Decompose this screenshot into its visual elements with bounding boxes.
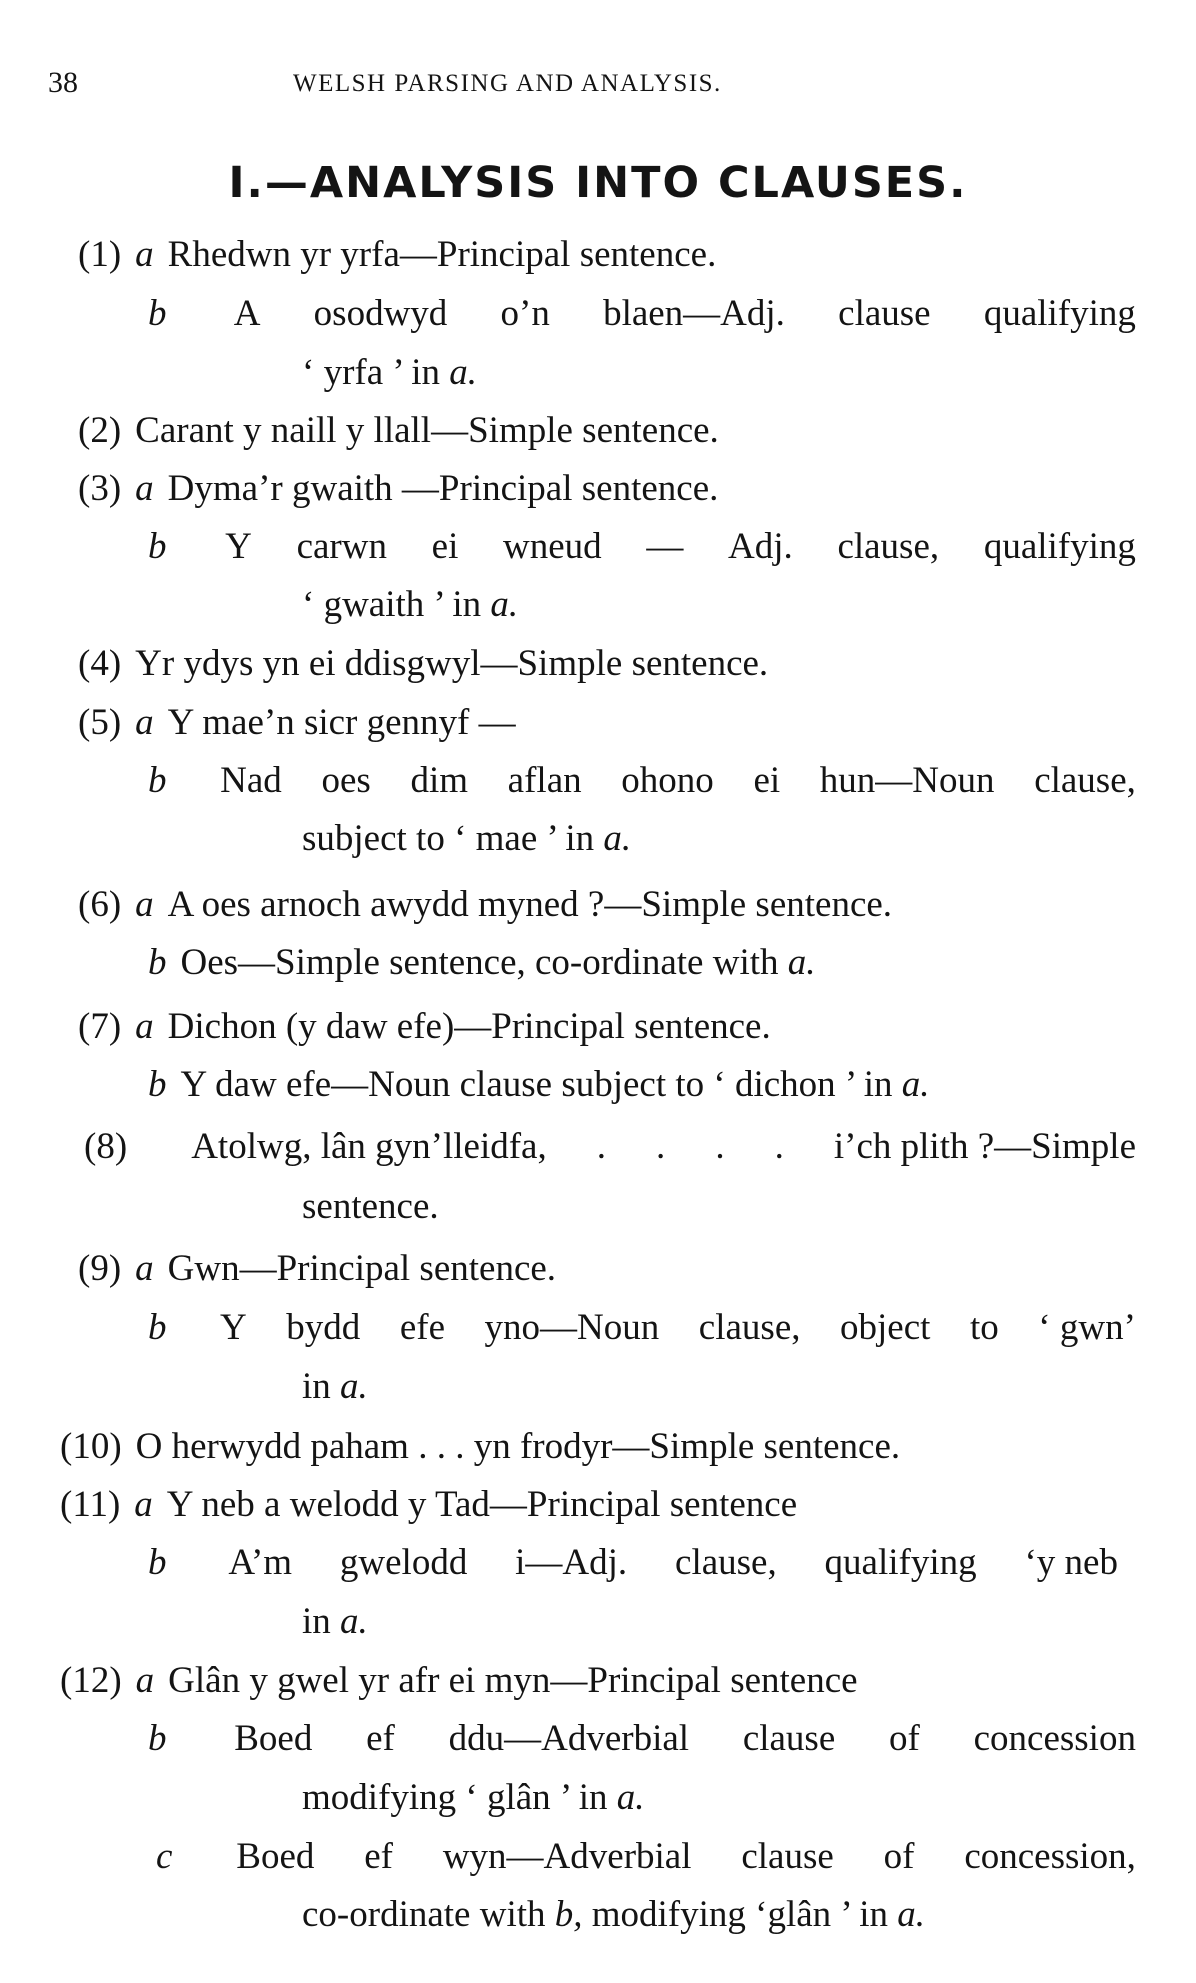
entry-word: osodwyd <box>313 293 448 334</box>
clause-reference: a. <box>603 818 632 859</box>
entry-7b <box>148 1066 930 1103</box>
entry-word: ‘y neb <box>1024 1542 1118 1583</box>
entry-6a <box>78 886 892 923</box>
entry-4 <box>78 645 768 682</box>
clause-letter: b <box>148 1064 167 1105</box>
entry-word: clause, <box>1034 760 1136 801</box>
entry-text: sentence. <box>302 1186 439 1227</box>
clause-letter: a <box>135 468 154 509</box>
clause-reference: a. <box>897 1894 926 1935</box>
entry-3b-continued <box>302 586 518 623</box>
clause-reference: a. <box>449 352 477 393</box>
clause-reference: b, <box>554 1894 583 1935</box>
entry-12c-continued <box>302 1896 925 1933</box>
entry-text: Rhedwn yr yrfa—Principal sentence. <box>167 234 717 275</box>
entry-12c <box>156 1838 1136 1875</box>
entry-word: ohono <box>621 760 714 801</box>
entry-number: (12) <box>60 1660 122 1701</box>
entry-7a <box>78 1008 771 1045</box>
entry-number: (5) <box>78 702 122 743</box>
entry-11b <box>148 1544 1118 1581</box>
entry-text: Yr ydys yn ei ddisgwyl—Simple sentence. <box>135 643 769 684</box>
entry-text: in <box>302 1366 331 1407</box>
entry-word: i’ch plith ?—Simple <box>833 1126 1136 1167</box>
entry-word: dim <box>410 760 469 801</box>
entry-word: Y <box>225 526 252 567</box>
entry-word: A’m <box>228 1542 293 1583</box>
entry-word: wneud <box>503 526 602 567</box>
clause-reference: a. <box>340 1366 368 1407</box>
entry-word: qualifying <box>983 293 1136 334</box>
clause-reference: a. <box>901 1064 930 1105</box>
entry-word: aflan <box>507 760 582 801</box>
entry-word: ef <box>364 1836 393 1877</box>
entry-number: (8) <box>84 1126 128 1167</box>
entry-word: ef <box>366 1718 395 1759</box>
entry-9a <box>78 1250 556 1287</box>
entry-text: in <box>302 1601 331 1642</box>
entry-word: clause <box>741 1836 834 1877</box>
entry-word: of <box>883 1836 915 1877</box>
entry-11a <box>60 1486 797 1523</box>
entry-text: O herwydd paham . . . yn frodyr—Simple sentence. <box>135 1426 901 1467</box>
clause-reference: a. <box>340 1601 368 1642</box>
clause-letter: b <box>148 1542 167 1583</box>
entry-text: Dyma’r gwaith —Principal sentence. <box>167 468 719 509</box>
entry-1b-continued <box>302 354 477 391</box>
entry-8 <box>84 1128 1136 1165</box>
entry-11b-continued <box>302 1603 368 1640</box>
entry-word: ‘ gwn’ <box>1038 1307 1136 1348</box>
clause-letter: b <box>148 942 167 983</box>
entry-word: . <box>656 1126 666 1167</box>
entry-text: Gwn—Principal sentence. <box>167 1248 557 1289</box>
clause-letter: b <box>148 1307 167 1348</box>
entry-word: clause <box>838 293 931 334</box>
entry-8-continued <box>302 1188 439 1225</box>
entry-word: qualifying <box>983 526 1136 567</box>
entry-word: to <box>969 1307 999 1348</box>
entry-word: i—Adj. <box>515 1542 628 1583</box>
entry-text: ‘ gwaith ’ in <box>302 584 482 625</box>
entry-number: (1) <box>78 234 122 275</box>
entry-word: concession <box>973 1718 1136 1759</box>
clause-letter: a <box>135 884 154 925</box>
entry-word: Nad <box>220 760 282 801</box>
entry-number: (9) <box>78 1248 122 1289</box>
entry-word: object <box>840 1307 931 1348</box>
entry-word: ddu—Adverbial <box>448 1718 690 1759</box>
entry-10 <box>60 1428 900 1465</box>
clause-letter: a <box>135 1006 154 1047</box>
clause-letter: b <box>148 1718 167 1759</box>
entry-5b-continued <box>302 820 631 857</box>
entry-text: subject to ‘ mae ’ in <box>302 818 595 859</box>
clause-reference: a. <box>787 942 816 983</box>
entry-word: clause, <box>837 526 940 567</box>
entry-word: qualifying <box>824 1542 977 1583</box>
entry-word: bydd <box>286 1307 361 1348</box>
entry-text: Dichon (y daw efe)—Principal sentence. <box>167 1006 771 1047</box>
entry-word: Adj. <box>728 526 793 567</box>
entry-text: Glân y gwel yr afr ei myn—Principal sentence <box>168 1660 858 1701</box>
entry-word: Boed <box>234 1718 313 1759</box>
entry-9b-continued <box>302 1368 368 1405</box>
entry-text: co-ordinate with <box>302 1894 546 1935</box>
clause-reference: a. <box>490 584 519 625</box>
entry-word: . <box>715 1126 725 1167</box>
entry-word: efe <box>399 1307 445 1348</box>
entry-word: gwelodd <box>339 1542 468 1583</box>
entry-word: clause, <box>675 1542 777 1583</box>
entry-5b <box>148 762 1136 799</box>
entry-word: — <box>646 526 684 567</box>
entry-number: (6) <box>78 884 122 925</box>
page-number: 38 <box>48 66 78 99</box>
entry-word: hun—Noun <box>819 760 995 801</box>
entry-word: Boed <box>236 1836 315 1877</box>
clause-letter: b <box>148 293 167 334</box>
entry-word: o’n <box>500 293 550 334</box>
entry-word: clause, <box>698 1307 801 1348</box>
entry-word: Atolwg, lân gyn’lleidfa, <box>191 1126 547 1167</box>
entry-word: ei <box>753 760 781 801</box>
entry-number: (4) <box>78 643 122 684</box>
entry-word: yno—Noun <box>484 1307 660 1348</box>
entry-12a <box>60 1662 858 1699</box>
entry-word: blaen—Adj. <box>603 293 785 334</box>
entry-word: carwn <box>296 526 387 567</box>
entry-12b <box>148 1720 1136 1757</box>
clause-reference: a. <box>616 1777 645 1818</box>
entry-1b <box>148 295 1136 332</box>
clause-letter: a <box>135 1248 154 1289</box>
running-head-title: WELSH PARSING AND ANALYSIS. <box>293 70 722 97</box>
entry-number: (7) <box>78 1006 122 1047</box>
entry-word: Y <box>220 1307 247 1348</box>
entry-word: . <box>596 1126 606 1167</box>
entry-number: (10) <box>60 1426 122 1467</box>
entry-text: Y neb a welodd y Tad—Principal sentence <box>166 1484 798 1525</box>
clause-letter: c <box>156 1836 173 1877</box>
entry-text: A oes arnoch awydd myned ?—Simple sentence. <box>167 884 893 925</box>
entry-5a <box>78 704 516 741</box>
entry-word: A <box>233 293 261 334</box>
entry-word: concession, <box>964 1836 1136 1877</box>
entry-2 <box>78 412 719 449</box>
entry-text: Oes—Simple sentence, co-ordinate with <box>180 942 779 983</box>
entry-word: . <box>774 1126 784 1167</box>
clause-letter: b <box>148 526 167 567</box>
entry-text: modifying ‘glân ’ in <box>591 1894 889 1935</box>
entry-number: (2) <box>78 410 122 451</box>
entry-1a <box>78 236 716 273</box>
entry-text: Y mae’n sicr gennyf — <box>167 702 516 743</box>
clause-letter: a <box>135 234 154 275</box>
clause-letter: a <box>134 1484 153 1525</box>
entry-word: clause <box>742 1718 836 1759</box>
entry-word: oes <box>321 760 371 801</box>
entry-12b-continued <box>302 1779 645 1816</box>
entry-6b <box>148 944 816 981</box>
entry-text: modifying ‘ glân ’ in <box>302 1777 608 1818</box>
clause-letter: b <box>148 760 167 801</box>
entry-word: ei <box>431 526 459 567</box>
entry-text: ‘ yrfa ’ in <box>302 352 440 393</box>
entry-word: of <box>889 1718 920 1759</box>
entry-3a <box>78 470 718 507</box>
clause-letter: a <box>135 1660 155 1701</box>
clause-letter: a <box>135 702 154 743</box>
entry-text: Y daw efe—Noun clause subject to ‘ dichon ’ in <box>180 1064 893 1105</box>
entry-word: wyn—Adverbial <box>442 1836 692 1877</box>
entry-text: Carant y naill y llall—Simple sentence. <box>135 410 719 451</box>
entry-number: (11) <box>60 1484 121 1525</box>
entry-number: (3) <box>78 468 122 509</box>
entry-9b <box>148 1309 1136 1346</box>
entry-3b <box>148 528 1136 565</box>
section-title: I.—ANALYSIS INTO CLAUSES. <box>228 158 968 208</box>
